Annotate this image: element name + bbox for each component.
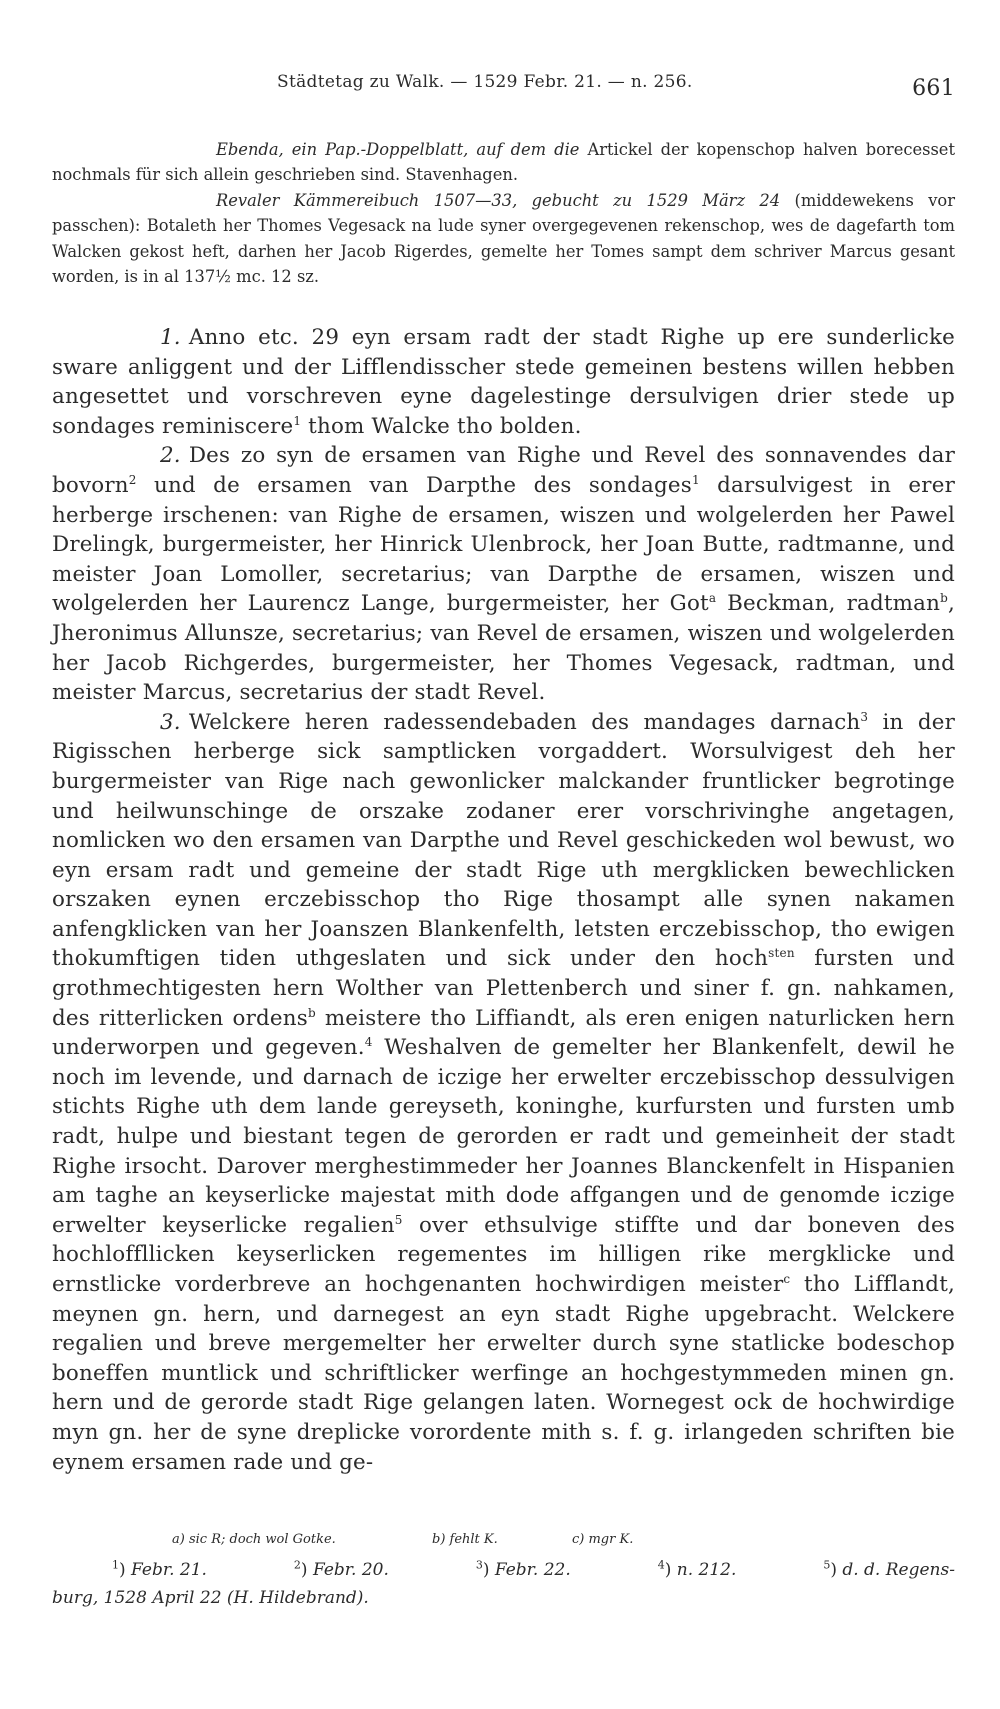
- footnote-text: Febr. 21.: [131, 1560, 207, 1580]
- footnote-mark: 3: [475, 1558, 483, 1572]
- footnote-5-continuation: burg, 1528 April 22 (H. Hildebrand).: [52, 1588, 369, 1608]
- paragraph-text: Anno etc. 29 eyn ersam radt der stadt Righe up ere sunderlicke sware anliggent und der Lifflendisscher stede gemeinen bestens willen hebben angesettet und vorschreven eyne dagelestinge dersulvigen drier stede up sondages reminiscere: [52, 325, 955, 439]
- footnote-ref: sten: [768, 946, 795, 961]
- source-notes: [52, 137, 955, 289]
- footnote-1: $^1$) Febr. 21.: [112, 1558, 207, 1580]
- footnote-text: n. 212.: [676, 1560, 737, 1580]
- running-title: Städtetag zu Walk. — 1529 Febr. 21. — n. 256.: [277, 72, 693, 92]
- paragraph-text: fursten und grothmechtigesten hern Wolther van Plettenberch und siner f. gn. nahkamen, des ritterlicken ordens: [52, 946, 955, 1031]
- footnote-mark: 2: [293, 1558, 301, 1572]
- footnote-ref: 3: [860, 709, 869, 724]
- footnote-ref: b: [307, 1005, 316, 1020]
- source-note-2: Revaler Kämmereibuch 1507—33, gebucht zu 1529 März 24 (middewekens vor passchen): Botaleth her Thomes Vegesack na lude syner overgegevenen rekenschop, wes de dagefarth tom Walcken gekost heft, darhen her Jacob Rigerdes, gemelte her Tomes sampt dem schriver Marcus gesant worden, is in al 137½ mc. 12 sz.: [52, 190, 955, 287]
- footnote-ref: 4: [364, 1035, 373, 1050]
- footnote-3: $^3$) Febr. 22.: [475, 1558, 571, 1580]
- paragraph-text: Welckere heren radessendebaden des mandages darnach: [188, 709, 861, 735]
- footnote-2: $^2$) Febr. 20.: [293, 1558, 389, 1580]
- page-number: 661: [912, 76, 955, 101]
- footnote-5: $^5$) d. d. Regens-: [823, 1558, 955, 1580]
- footnote-text: Febr. 22.: [494, 1560, 571, 1580]
- footnote-b: b) fehlt K.: [432, 1532, 498, 1547]
- paragraph-1: [52, 323, 955, 441]
- footnote-c: c) mgr K.: [572, 1532, 634, 1547]
- footnote-mark: 1: [112, 1558, 119, 1572]
- paragraph-text: over ethsulvige stiffte und dar boneven des hochloffllicken keyserlicken regementes im hilligen rike mergklicke und ernstlicke vorderbreve an hochgenanten hochwirdigen meister: [52, 1212, 955, 1297]
- footnote-text: Febr. 20.: [312, 1560, 389, 1580]
- main-text: [52, 323, 955, 1477]
- footnote-ref: 5: [394, 1212, 403, 1227]
- footnote-mark: 4: [657, 1558, 665, 1572]
- footnote-line: [52, 1556, 955, 1584]
- footnote-ref: a: [708, 591, 717, 606]
- footnote-ref: b: [940, 591, 948, 606]
- footnote-ref: 1: [691, 472, 700, 487]
- paragraph-3: [52, 708, 955, 1477]
- paragraph-number: 1.: [160, 325, 181, 350]
- paragraph-number: 2.: [160, 443, 181, 469]
- numbered-footnotes: [52, 1556, 955, 1612]
- footnote-text: d. d. Regens-: [842, 1560, 955, 1580]
- paragraph-text: in der Rigisschen herberge sick samptlicken vorgaddert. Worsulvigest deh her burgermeister van Rige nach gewonlicker malckander fruntlicker begrotinge und heilwunschinge de orszake zodaner erer vorschrivinghe angetagen, nomlicken wo den ersamen van Darpthe und Revel geschickeden wol bewust, wo eyn ersam radt und gemeine der stadt Rige uth mergklicken bewechlicken orszaken eynen erczebisschop tho Rige thosampt alle synen nakamen anfengklicken van her Joanszen Blankenfelth, letsten erczebisschop, tho ewigen thokumftigen tiden uthgeslaten und sick under den hoch: [52, 709, 955, 972]
- footnote-ref: c: [783, 1271, 791, 1286]
- footnote-a: a) sic R; doch wol Gotke.: [172, 1532, 336, 1547]
- paragraph-text: meistere tho Liffiandt, als eren enigen naturlicken hern underworpen und gegeven.: [52, 1005, 955, 1061]
- footnote-ref: 2: [128, 472, 137, 487]
- paragraph-text: , Jheronimus Allunsze, secretarius; van Revel de ersamen, wiszen und wolgelerden her Jacob Richgerdes, burgermeister, her Thomes Vegesack, radtman, und meister Marcus, secretarius der stadt Revel.: [52, 591, 955, 706]
- paragraph-text: tho Lifflandt, meynen gn. hern, und darnegest an eyn stadt Righe upgebracht. Welckere regalien und breve mergemelter her erwelter durch syne statlicke bodeschop boneffen muntlick und schriftlicker werfinge an hochgestymmeden minen gn. hern und de gerorde stadt Rige gelangen laten. Wornegest ock de hochwirdige myn gn. her de syne dreplicke vorordente mith s. f. g. irlangeden schriften bie eynem ersamen rade und ge-: [52, 1272, 955, 1475]
- paragraph-number: 3.: [160, 709, 181, 735]
- paragraph-text: thom Walcke tho bolden.: [301, 413, 582, 439]
- footnote-ref: 1: [293, 413, 302, 428]
- paragraph-text: und de ersamen van Darpthe des sondages: [136, 472, 692, 498]
- paragraph-text: Beckman, radtman: [716, 591, 941, 617]
- paragraph-text: Des zo syn de ersamen van Righe und Revel des sonnavendes dar bovorn: [52, 443, 955, 498]
- source-note-1: Ebenda, ein Pap.-Doppelblatt, auf dem die Artickel der kopenschop halven borecesset nochmals für sich allein geschrieben sind. Stavenhagen.: [52, 140, 955, 185]
- footnote-4: $^4$) n. 212.: [657, 1558, 737, 1580]
- paragraph-text: Weshalven de gemelter her Blankenfelt, dewil he noch im levende, und darnach de iczige her erwelter erczebisschop dessulvigen stichts Righe uth dem lande gereyseth, koninghe, kurfursten und fursten umb radt, hulpe und biestant tegen de gerorden er radt und gemeinheit der stadt Righe irsocht. Darover merghestimmeder her Joannes Blanckenfelt in Hispanien am taghe an keyserlicke majestat mith dode affgangen und de genomde iczige erwelter keyserlicke regalien: [52, 1035, 956, 1238]
- paragraph-2: [52, 441, 955, 707]
- footnote-mark: 5: [823, 1558, 831, 1572]
- paragraph-text: darsulvigest in erer herberge irschenen: van Righe de ersamen, wiszen und wolgelerden her Pawel Drelingk, burgermeister, her Hinrick Ulenbrock, her Joan Butte, radtmanne, und meister Joan Lomoller, secretarius; van Darpthe de ersamen, wiszen und wolgelerden her Laurencz Lange, burgermeister, her Got: [52, 472, 955, 617]
